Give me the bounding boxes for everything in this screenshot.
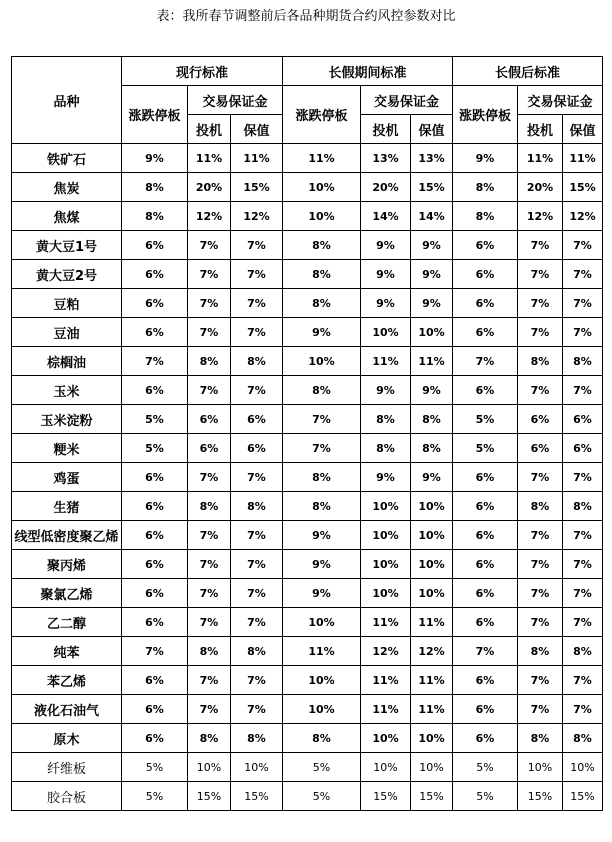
value-cell: 8% — [518, 492, 563, 521]
value-cell: 5% — [122, 782, 188, 811]
value-cell: 5% — [122, 405, 188, 434]
value-cell: 7% — [231, 376, 283, 405]
value-cell: 7% — [518, 666, 563, 695]
value-cell: 9% — [411, 231, 453, 260]
table-row — [12, 260, 603, 289]
variety-name: 豆油 — [12, 318, 122, 347]
value-cell: 7% — [231, 463, 283, 492]
value-cell: 6% — [122, 695, 188, 724]
value-cell: 15% — [563, 782, 603, 811]
value-cell: 10% — [411, 724, 453, 753]
header-limit: 涨跌停板 — [283, 86, 361, 144]
value-cell: 12% — [411, 637, 453, 666]
value-cell: 7% — [231, 231, 283, 260]
table-row — [12, 782, 603, 811]
value-cell: 20% — [361, 173, 411, 202]
table-row — [12, 434, 603, 463]
value-cell: 7% — [453, 637, 518, 666]
value-cell: 6% — [453, 289, 518, 318]
variety-name: 鸡蛋 — [12, 463, 122, 492]
value-cell: 7% — [563, 666, 603, 695]
value-cell: 7% — [518, 289, 563, 318]
variety-name: 黄大豆1号 — [12, 231, 122, 260]
table-row — [12, 666, 603, 695]
value-cell: 8% — [411, 405, 453, 434]
value-cell: 6% — [453, 695, 518, 724]
value-cell: 7% — [518, 550, 563, 579]
value-cell: 6% — [122, 260, 188, 289]
value-cell: 8% — [411, 434, 453, 463]
value-cell: 7% — [518, 695, 563, 724]
value-cell: 6% — [122, 231, 188, 260]
value-cell: 6% — [453, 492, 518, 521]
value-cell: 6% — [122, 463, 188, 492]
table-row — [12, 550, 603, 579]
value-cell: 15% — [231, 782, 283, 811]
value-cell: 8% — [361, 434, 411, 463]
value-cell: 6% — [122, 579, 188, 608]
value-cell: 7% — [518, 376, 563, 405]
variety-name: 原木 — [12, 724, 122, 753]
value-cell: 14% — [361, 202, 411, 231]
value-cell: 9% — [361, 231, 411, 260]
value-cell: 12% — [231, 202, 283, 231]
value-cell: 20% — [518, 173, 563, 202]
variety-name: 豆粕 — [12, 289, 122, 318]
header-speculation: 投机 — [518, 115, 563, 144]
value-cell: 11% — [283, 144, 361, 173]
value-cell: 10% — [188, 753, 231, 782]
value-cell: 7% — [563, 463, 603, 492]
value-cell: 7% — [563, 550, 603, 579]
value-cell: 9% — [411, 463, 453, 492]
value-cell: 11% — [361, 347, 411, 376]
value-cell: 15% — [361, 782, 411, 811]
table-title: 表：我所春节调整前后各品种期货合约风控参数对比 — [156, 9, 456, 24]
value-cell: 8% — [283, 260, 361, 289]
value-cell: 13% — [361, 144, 411, 173]
value-cell: 7% — [563, 521, 603, 550]
value-cell: 6% — [453, 318, 518, 347]
value-cell: 10% — [563, 753, 603, 782]
value-cell: 10% — [411, 550, 453, 579]
variety-name: 乙二醇 — [12, 608, 122, 637]
value-cell: 7% — [518, 608, 563, 637]
variety-name: 纯苯 — [12, 637, 122, 666]
value-cell: 9% — [283, 521, 361, 550]
value-cell: 7% — [563, 318, 603, 347]
variety-name: 聚氯乙烯 — [12, 579, 122, 608]
value-cell: 8% — [283, 463, 361, 492]
value-cell: 8% — [283, 289, 361, 318]
value-cell: 7% — [188, 666, 231, 695]
table-row — [12, 492, 603, 521]
value-cell: 12% — [361, 637, 411, 666]
value-cell: 10% — [411, 579, 453, 608]
value-cell: 9% — [361, 289, 411, 318]
value-cell: 8% — [122, 173, 188, 202]
value-cell: 7% — [518, 579, 563, 608]
value-cell: 7% — [518, 318, 563, 347]
value-cell: 8% — [188, 347, 231, 376]
value-cell: 8% — [231, 492, 283, 521]
header-margin: 交易保证金 — [188, 86, 283, 115]
value-cell: 6% — [453, 608, 518, 637]
value-cell: 9% — [411, 260, 453, 289]
table-row — [12, 376, 603, 405]
variety-name: 玉米 — [12, 376, 122, 405]
value-cell: 8% — [563, 492, 603, 521]
value-cell: 9% — [361, 376, 411, 405]
variety-name: 焦炭 — [12, 173, 122, 202]
table-row — [12, 347, 603, 376]
value-cell: 8% — [563, 724, 603, 753]
value-cell: 8% — [453, 173, 518, 202]
value-cell: 12% — [518, 202, 563, 231]
table-row — [12, 753, 603, 782]
value-cell: 6% — [563, 405, 603, 434]
value-cell: 7% — [231, 579, 283, 608]
value-cell: 5% — [122, 753, 188, 782]
value-cell: 15% — [188, 782, 231, 811]
table-row — [12, 724, 603, 753]
value-cell: 7% — [231, 608, 283, 637]
value-cell: 8% — [188, 492, 231, 521]
value-cell: 9% — [411, 289, 453, 318]
value-cell: 6% — [122, 318, 188, 347]
value-cell: 8% — [283, 492, 361, 521]
value-cell: 10% — [361, 318, 411, 347]
value-cell: 15% — [563, 173, 603, 202]
value-cell: 11% — [411, 608, 453, 637]
value-cell: 8% — [188, 724, 231, 753]
table-row — [12, 608, 603, 637]
value-cell: 5% — [453, 753, 518, 782]
value-cell: 7% — [188, 376, 231, 405]
value-cell: 6% — [453, 579, 518, 608]
value-cell: 8% — [361, 405, 411, 434]
value-cell: 15% — [518, 782, 563, 811]
header-group-current: 现行标准 — [122, 57, 283, 86]
table-row — [12, 463, 603, 492]
header-hedge: 保值 — [231, 115, 283, 144]
table-row — [12, 695, 603, 724]
value-cell: 13% — [411, 144, 453, 173]
value-cell: 10% — [283, 608, 361, 637]
value-cell: 10% — [361, 753, 411, 782]
value-cell: 8% — [231, 637, 283, 666]
table-row — [12, 579, 603, 608]
value-cell: 11% — [411, 347, 453, 376]
value-cell: 7% — [518, 463, 563, 492]
value-cell: 10% — [283, 695, 361, 724]
value-cell: 7% — [563, 289, 603, 318]
value-cell: 6% — [453, 666, 518, 695]
value-cell: 11% — [411, 695, 453, 724]
value-cell: 8% — [518, 637, 563, 666]
value-cell: 6% — [122, 492, 188, 521]
value-cell: 7% — [518, 521, 563, 550]
header-speculation: 投机 — [188, 115, 231, 144]
table-row — [12, 144, 603, 173]
value-cell: 11% — [361, 608, 411, 637]
value-cell: 5% — [453, 782, 518, 811]
value-cell: 7% — [453, 347, 518, 376]
table-row — [12, 521, 603, 550]
value-cell: 6% — [122, 724, 188, 753]
value-cell: 11% — [361, 695, 411, 724]
value-cell: 7% — [188, 231, 231, 260]
variety-name: 胶合板 — [12, 782, 122, 811]
value-cell: 8% — [231, 724, 283, 753]
value-cell: 7% — [188, 608, 231, 637]
value-cell: 6% — [453, 463, 518, 492]
value-cell: 7% — [188, 463, 231, 492]
value-cell: 7% — [563, 695, 603, 724]
value-cell: 7% — [231, 289, 283, 318]
value-cell: 7% — [188, 550, 231, 579]
value-cell: 7% — [188, 521, 231, 550]
value-cell: 10% — [411, 521, 453, 550]
value-cell: 8% — [453, 202, 518, 231]
variety-name: 苯乙烯 — [12, 666, 122, 695]
value-cell: 10% — [411, 318, 453, 347]
value-cell: 7% — [231, 521, 283, 550]
value-cell: 10% — [231, 753, 283, 782]
table-row — [12, 405, 603, 434]
value-cell: 6% — [122, 550, 188, 579]
variety-name: 焦煤 — [12, 202, 122, 231]
value-cell: 7% — [563, 231, 603, 260]
value-cell: 9% — [411, 376, 453, 405]
value-cell: 7% — [122, 347, 188, 376]
value-cell: 8% — [563, 637, 603, 666]
value-cell: 7% — [563, 376, 603, 405]
value-cell: 6% — [453, 376, 518, 405]
value-cell: 7% — [188, 260, 231, 289]
value-cell: 6% — [122, 376, 188, 405]
variety-name: 铁矿石 — [12, 144, 122, 173]
value-cell: 6% — [453, 260, 518, 289]
value-cell: 7% — [122, 637, 188, 666]
value-cell: 5% — [283, 782, 361, 811]
value-cell: 7% — [231, 695, 283, 724]
value-cell: 5% — [453, 434, 518, 463]
header-variety: 品种 — [12, 57, 122, 144]
header-limit: 涨跌停板 — [122, 86, 188, 144]
value-cell: 20% — [188, 173, 231, 202]
table-row — [12, 231, 603, 260]
value-cell: 7% — [563, 608, 603, 637]
table-row — [12, 318, 603, 347]
value-cell: 9% — [361, 463, 411, 492]
value-cell: 6% — [188, 405, 231, 434]
value-cell: 10% — [361, 579, 411, 608]
value-cell: 14% — [411, 202, 453, 231]
value-cell: 9% — [122, 144, 188, 173]
value-cell: 11% — [518, 144, 563, 173]
value-cell: 7% — [518, 231, 563, 260]
value-cell: 9% — [283, 550, 361, 579]
variety-name: 黄大豆2号 — [12, 260, 122, 289]
value-cell: 10% — [283, 347, 361, 376]
value-cell: 7% — [188, 579, 231, 608]
variety-name: 粳米 — [12, 434, 122, 463]
value-cell: 10% — [283, 666, 361, 695]
value-cell: 7% — [188, 695, 231, 724]
value-cell: 8% — [231, 347, 283, 376]
value-cell: 7% — [188, 318, 231, 347]
value-cell: 7% — [231, 260, 283, 289]
variety-name: 棕榈油 — [12, 347, 122, 376]
value-cell: 6% — [231, 405, 283, 434]
header-speculation: 投机 — [361, 115, 411, 144]
variety-name: 纤维板 — [12, 753, 122, 782]
value-cell: 10% — [361, 492, 411, 521]
variety-name: 液化石油气 — [12, 695, 122, 724]
value-cell: 7% — [563, 579, 603, 608]
value-cell: 10% — [361, 724, 411, 753]
value-cell: 11% — [361, 666, 411, 695]
value-cell: 10% — [411, 753, 453, 782]
value-cell: 9% — [361, 260, 411, 289]
value-cell: 6% — [122, 521, 188, 550]
value-cell: 6% — [518, 434, 563, 463]
value-cell: 6% — [563, 434, 603, 463]
header-hedge: 保值 — [563, 115, 603, 144]
value-cell: 6% — [122, 608, 188, 637]
value-cell: 7% — [231, 550, 283, 579]
value-cell: 6% — [453, 550, 518, 579]
value-cell: 11% — [411, 666, 453, 695]
variety-name: 聚丙烯 — [12, 550, 122, 579]
value-cell: 7% — [231, 318, 283, 347]
value-cell: 8% — [518, 724, 563, 753]
value-cell: 11% — [283, 637, 361, 666]
value-cell: 8% — [122, 202, 188, 231]
value-cell: 6% — [453, 724, 518, 753]
value-cell: 10% — [411, 492, 453, 521]
value-cell: 8% — [283, 376, 361, 405]
table-row — [12, 173, 603, 202]
value-cell: 15% — [231, 173, 283, 202]
value-cell: 7% — [231, 666, 283, 695]
risk-parameter-table — [11, 56, 603, 811]
header-hedge: 保值 — [411, 115, 453, 144]
value-cell: 6% — [518, 405, 563, 434]
value-cell: 8% — [283, 724, 361, 753]
value-cell: 10% — [518, 753, 563, 782]
variety-name: 玉米淀粉 — [12, 405, 122, 434]
value-cell: 5% — [122, 434, 188, 463]
value-cell: 12% — [188, 202, 231, 231]
header-margin: 交易保证金 — [518, 86, 603, 115]
value-cell: 7% — [188, 289, 231, 318]
value-cell: 7% — [283, 405, 361, 434]
value-cell: 11% — [188, 144, 231, 173]
table-row — [12, 202, 603, 231]
value-cell: 12% — [563, 202, 603, 231]
table-row — [12, 637, 603, 666]
table-row — [12, 289, 603, 318]
value-cell: 11% — [563, 144, 603, 173]
value-cell: 9% — [283, 579, 361, 608]
value-cell: 7% — [518, 260, 563, 289]
value-cell: 7% — [563, 260, 603, 289]
value-cell: 8% — [563, 347, 603, 376]
value-cell: 5% — [453, 405, 518, 434]
value-cell: 8% — [188, 637, 231, 666]
value-cell: 10% — [283, 202, 361, 231]
value-cell: 9% — [453, 144, 518, 173]
value-cell: 6% — [188, 434, 231, 463]
value-cell: 10% — [283, 173, 361, 202]
header-group-after: 长假后标准 — [453, 57, 603, 86]
header-limit: 涨跌停板 — [453, 86, 518, 144]
value-cell: 9% — [283, 318, 361, 347]
value-cell: 10% — [361, 521, 411, 550]
value-cell: 15% — [411, 173, 453, 202]
value-cell: 6% — [453, 231, 518, 260]
value-cell: 5% — [283, 753, 361, 782]
value-cell: 7% — [283, 434, 361, 463]
header-group-holiday: 长假期间标准 — [283, 57, 453, 86]
value-cell: 11% — [231, 144, 283, 173]
value-cell: 10% — [361, 550, 411, 579]
value-cell: 6% — [122, 289, 188, 318]
value-cell: 15% — [411, 782, 453, 811]
value-cell: 6% — [122, 666, 188, 695]
value-cell: 6% — [231, 434, 283, 463]
variety-name: 线型低密度聚乙烯 — [12, 521, 122, 550]
header-margin: 交易保证金 — [361, 86, 453, 115]
variety-name: 生猪 — [12, 492, 122, 521]
value-cell: 8% — [283, 231, 361, 260]
value-cell: 8% — [518, 347, 563, 376]
value-cell: 6% — [453, 521, 518, 550]
